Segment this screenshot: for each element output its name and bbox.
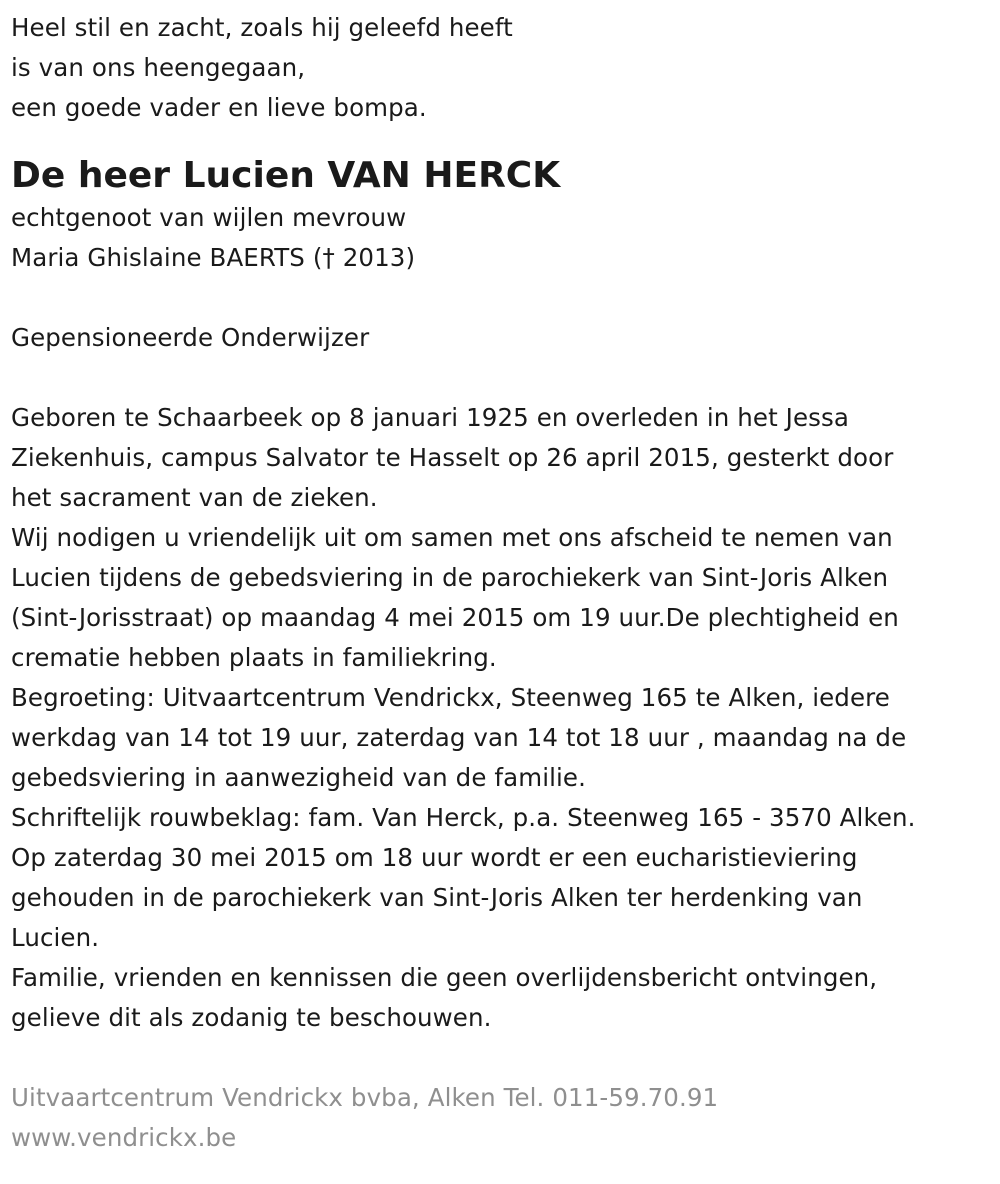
body-line: crematie hebben plaats in familiekring. — [11, 643, 497, 672]
obituary-notice — [11, 8, 986, 1158]
intro-line: is van ons heengegaan, — [11, 53, 306, 82]
body-line: Lucien tijdens de gebedsviering in de parochiekerk van Sint-Joris Alken — [11, 563, 889, 592]
intro-line: Heel stil en zacht, zoals hij geleefd heeft — [11, 13, 513, 42]
body-line: het sacrament van de zieken. — [11, 483, 378, 512]
body-line: Geboren te Schaarbeek op 8 januari 1925 en overleden in het Jessa — [11, 403, 850, 432]
body-line: gelieve dit als zodanig te beschouwen. — [11, 1003, 492, 1032]
intro-verse — [11, 8, 986, 128]
spouse-line: echtgenoot van wijlen mevrouw — [11, 203, 407, 232]
body-line: Begroeting: Uitvaartcentrum Vendrickx, Steenweg 165 te Alken, iedere — [11, 683, 890, 712]
spouse-line: Maria Ghislaine BAERTS († 2013) — [11, 243, 416, 272]
footer-website[interactable]: www.vendrickx.be — [11, 1123, 237, 1152]
body-line: Lucien. — [11, 923, 100, 952]
body-line: Schriftelijk rouwbeklag: fam. Van Herck, p.a. Steenweg 165 - 3570 Alken. — [11, 803, 916, 832]
body-line: Ziekenhuis, campus Salvator te Hasselt op 26 april 2015, gesterkt door — [11, 443, 894, 472]
body-line: Familie, vrienden en kennissen die geen overlijdensbericht ontvingen, — [11, 963, 878, 992]
occupation: Gepensioneerde Onderwijzer — [11, 323, 370, 352]
deceased-name: De heer Lucien VAN HERCK — [11, 155, 561, 196]
intro-line: een goede vader en lieve bompa. — [11, 93, 427, 122]
body-line: werkdag van 14 tot 19 uur, zaterdag van 14 tot 18 uur , maandag na de — [11, 723, 907, 752]
notice-body — [11, 398, 986, 1038]
body-line: Wij nodigen u vriendelijk uit om samen met ons afscheid te nemen van — [11, 523, 893, 552]
body-line: gebedsviering in aanwezigheid van de familie. — [11, 763, 586, 792]
body-line: gehouden in de parochiekerk van Sint-Joris Alken ter herdenking van — [11, 883, 863, 912]
footer — [11, 1078, 986, 1158]
spouse-info — [11, 198, 986, 278]
body-line: Op zaterdag 30 mei 2015 om 18 uur wordt er een eucharistieviering — [11, 843, 858, 872]
footer-company: Uitvaartcentrum Vendrickx bvba, Alken Tel. 011-59.70.91 — [11, 1083, 719, 1112]
body-line: (Sint-Jorisstraat) op maandag 4 mei 2015 om 19 uur.De plechtigheid en — [11, 603, 899, 632]
